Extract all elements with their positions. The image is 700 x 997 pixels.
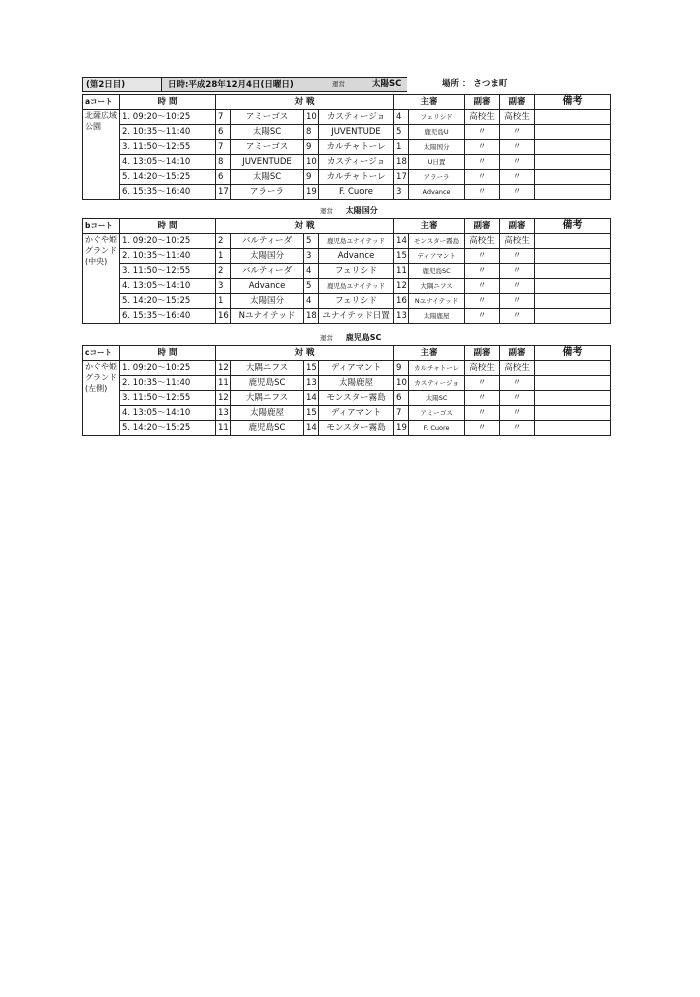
team1-name: アミーゴス	[231, 140, 304, 155]
team1-name: 太陽国分	[231, 294, 304, 309]
assistant1: 〃	[465, 140, 500, 155]
match-time: 6. 15:35～16:40	[120, 309, 216, 324]
notes-cell	[535, 170, 611, 185]
table-row	[83, 406, 611, 421]
organizer-name: 太陽国分	[345, 206, 378, 215]
notes-cell	[535, 234, 611, 249]
team1-name: 太陽鹿屋	[231, 406, 304, 421]
assistant1: 〃	[465, 125, 500, 140]
notes-cell	[535, 279, 611, 294]
assistant1: 〃	[465, 170, 500, 185]
notes-cell	[535, 391, 611, 406]
team1-name: アラーラ	[231, 185, 304, 200]
table-row	[83, 294, 611, 309]
referee-number: 4	[394, 110, 409, 125]
referee-team: ディアマント	[409, 249, 465, 264]
team1-name: Nユナイテッド	[231, 309, 304, 324]
match-header: 対 戦	[216, 346, 394, 361]
match-time: 3. 11:50～12:55	[120, 140, 216, 155]
organizer-name: 太陽SC	[372, 79, 402, 89]
header-row	[83, 95, 611, 110]
referee-team: 大隅ニフス	[409, 279, 465, 294]
notes-cell	[535, 406, 611, 421]
referee-number: 13	[394, 309, 409, 324]
notes-cell	[535, 140, 611, 155]
notes-cell	[535, 294, 611, 309]
assistant2: 〃	[500, 279, 535, 294]
assistant2: 〃	[500, 406, 535, 421]
team2-number: 5	[304, 279, 319, 294]
team2-number: 18	[304, 309, 319, 324]
court-a-table	[82, 94, 611, 200]
team1-name: 鹿児島SC	[231, 421, 304, 436]
assistant2: 〃	[500, 140, 535, 155]
assistant1: 〃	[465, 279, 500, 294]
referee-team: F. Cuore	[409, 421, 465, 436]
court-c-table	[82, 345, 611, 436]
team2-number: 4	[304, 264, 319, 279]
referee-number: 19	[394, 421, 409, 436]
assistant1: 高校生	[465, 234, 500, 249]
referee-number: 10	[394, 376, 409, 391]
team2-name: F. Cuore	[319, 185, 394, 200]
time-header: 時 間	[120, 346, 216, 361]
court-c-organizer	[320, 332, 381, 344]
table-row	[83, 140, 611, 155]
team1-number: 1	[216, 249, 231, 264]
referee-number: 5	[394, 125, 409, 140]
team1-number: 2	[216, 264, 231, 279]
team2-number: 15	[304, 406, 319, 421]
referee-number: 1	[394, 140, 409, 155]
header-row	[83, 219, 611, 234]
team2-name: モンスター霧島	[319, 421, 394, 436]
assistant1: 〃	[465, 294, 500, 309]
team2-name: 太陽鹿屋	[319, 376, 394, 391]
team1-name: バルティーダ	[231, 264, 304, 279]
court-place: 北薩広域公園	[83, 110, 120, 200]
team1-name: アミーゴス	[231, 110, 304, 125]
court-b-organizer	[320, 205, 378, 217]
referee-header: 主審	[394, 219, 465, 234]
match-time: 6. 15:35～16:40	[120, 185, 216, 200]
referee-team: 太陽国分	[409, 140, 465, 155]
assistant2: 〃	[500, 421, 535, 436]
assistant2-header: 副審	[500, 346, 535, 361]
assistant2: 〃	[500, 170, 535, 185]
match-time: 3. 11:50～12:55	[120, 264, 216, 279]
team2-number: 5	[304, 234, 319, 249]
referee-number: 6	[394, 391, 409, 406]
assistant2: 高校生	[500, 361, 535, 376]
team1-name: Advance	[231, 279, 304, 294]
day-label: (第2日目)	[82, 77, 162, 92]
table-row	[83, 391, 611, 406]
notes-cell	[535, 309, 611, 324]
assistant2: 高校生	[500, 110, 535, 125]
team1-number: 3	[216, 279, 231, 294]
match-time: 5. 14:20～15:25	[120, 170, 216, 185]
team2-number: 10	[304, 110, 319, 125]
table-row	[83, 155, 611, 170]
team1-name: 大隅ニフス	[231, 361, 304, 376]
referee-team: フェリシド	[409, 110, 465, 125]
notes-cell	[535, 110, 611, 125]
team2-number: 9	[304, 140, 319, 155]
notes-cell	[535, 249, 611, 264]
team2-number: 10	[304, 155, 319, 170]
referee-number: 15	[394, 249, 409, 264]
referee-team: モンスター霧島	[409, 234, 465, 249]
notes-header: 備考	[535, 219, 611, 234]
team1-number: 17	[216, 185, 231, 200]
referee-number: 12	[394, 279, 409, 294]
table-row	[83, 309, 611, 324]
court-place: かぐや姫グランド (左側)	[83, 361, 120, 436]
assistant2-header: 副審	[500, 219, 535, 234]
team2-name: ユナイテッド日置	[319, 309, 394, 324]
assistant1-header: 副審	[465, 95, 500, 110]
team2-name: フェリシド	[319, 294, 394, 309]
assistant1-header: 副審	[465, 219, 500, 234]
team2-name: Advance	[319, 249, 394, 264]
team1-name: 鹿児島SC	[231, 376, 304, 391]
referee-number: 3	[394, 185, 409, 200]
referee-team: カスティージョ	[409, 376, 465, 391]
schedule-header	[82, 77, 610, 94]
court-label: cコート	[83, 346, 120, 361]
organizer-label: 運営	[332, 80, 345, 88]
notes-cell	[535, 155, 611, 170]
referee-team: Nユナイテッド	[409, 294, 465, 309]
team1-name: バルティーダ	[231, 234, 304, 249]
table-row	[83, 361, 611, 376]
team2-number: 13	[304, 376, 319, 391]
match-time: 4. 13:05～14:10	[120, 406, 216, 421]
table-row	[83, 170, 611, 185]
team1-name: 太陽SC	[231, 170, 304, 185]
team1-name: 大隅ニフス	[231, 391, 304, 406]
court-b-table	[82, 218, 611, 324]
team2-number: 9	[304, 170, 319, 185]
referee-team: Advance	[409, 185, 465, 200]
team1-number: 11	[216, 421, 231, 436]
assistant1: 〃	[465, 421, 500, 436]
match-time: 1. 09:20～10:25	[120, 110, 216, 125]
table-row	[83, 421, 611, 436]
notes-cell	[535, 421, 611, 436]
notes-cell	[535, 376, 611, 391]
team1-number: 13	[216, 406, 231, 421]
table-row	[83, 234, 611, 249]
referee-team: 鹿児島SC	[409, 264, 465, 279]
match-time: 4. 13:05～14:10	[120, 155, 216, 170]
court-label: bコート	[83, 219, 120, 234]
team2-name: ディアマント	[319, 406, 394, 421]
match-time: 4. 13:05～14:10	[120, 279, 216, 294]
match-time: 1. 09:20～10:25	[120, 234, 216, 249]
team1-number: 6	[216, 125, 231, 140]
team2-number: 14	[304, 421, 319, 436]
referee-team: U日置	[409, 155, 465, 170]
team1-number: 12	[216, 391, 231, 406]
assistant2: 〃	[500, 391, 535, 406]
referee-header: 主審	[394, 346, 465, 361]
date-label: 日時:平成28年12月4日(日曜日)	[162, 77, 407, 92]
assistant1: 〃	[465, 376, 500, 391]
assistant2: 〃	[500, 376, 535, 391]
team2-name: カスティージョ	[319, 155, 394, 170]
team1-number: 7	[216, 110, 231, 125]
assistant1: 〃	[465, 309, 500, 324]
time-header: 時 間	[120, 219, 216, 234]
match-time: 5. 14:20～15:25	[120, 421, 216, 436]
table-row	[83, 264, 611, 279]
organizer-name: 鹿児島SC	[345, 333, 382, 342]
team2-name: 鹿児島ユナイテッド	[319, 279, 394, 294]
organizer-label: 運営	[320, 334, 333, 342]
notes-cell	[535, 185, 611, 200]
match-time: 1. 09:20～10:25	[120, 361, 216, 376]
referee-header: 主審	[394, 95, 465, 110]
referee-number: 9	[394, 361, 409, 376]
match-time: 5. 14:20～15:25	[120, 294, 216, 309]
notes-header: 備考	[535, 346, 611, 361]
referee-number: 11	[394, 264, 409, 279]
assistant2: 〃	[500, 125, 535, 140]
match-header: 対 戦	[216, 95, 394, 110]
referee-number: 18	[394, 155, 409, 170]
assistant1: 〃	[465, 264, 500, 279]
match-time: 2. 10:35～11:40	[120, 249, 216, 264]
team1-name: 太陽国分	[231, 249, 304, 264]
match-header: 対 戦	[216, 219, 394, 234]
team2-name: カスティージョ	[319, 110, 394, 125]
assistant2: 〃	[500, 294, 535, 309]
assistant1-header: 副審	[465, 346, 500, 361]
assistant1: 〃	[465, 406, 500, 421]
team1-number: 7	[216, 140, 231, 155]
referee-number: 16	[394, 294, 409, 309]
referee-team: 太陽鹿屋	[409, 309, 465, 324]
time-header: 時 間	[120, 95, 216, 110]
table-row	[83, 110, 611, 125]
court-label: aコート	[83, 95, 120, 110]
team1-name: 太陽SC	[231, 125, 304, 140]
table-row	[83, 249, 611, 264]
assistant1: 〃	[465, 391, 500, 406]
team2-name: モンスター霧島	[319, 391, 394, 406]
match-time: 3. 11:50～12:55	[120, 391, 216, 406]
referee-team: カルチャトーレ	[409, 361, 465, 376]
notes-cell	[535, 361, 611, 376]
referee-number: 14	[394, 234, 409, 249]
table-row	[83, 125, 611, 140]
assistant2: 〃	[500, 155, 535, 170]
team2-number: 19	[304, 185, 319, 200]
assistant2: 〃	[500, 309, 535, 324]
assistant1: 〃	[465, 185, 500, 200]
referee-team: 太陽SC	[409, 391, 465, 406]
header-row	[83, 346, 611, 361]
organizer-label: 運営	[320, 207, 333, 215]
team2-name: ディアマント	[319, 361, 394, 376]
team2-name: JUVENTUDE	[319, 125, 394, 140]
referee-team: アミーゴス	[409, 406, 465, 421]
match-time: 2. 10:35～11:40	[120, 125, 216, 140]
assistant2-header: 副審	[500, 95, 535, 110]
team1-number: 11	[216, 376, 231, 391]
assistant1: 高校生	[465, 110, 500, 125]
team2-name: カルチャトーレ	[319, 140, 394, 155]
table-row	[83, 279, 611, 294]
team2-name: 鹿児島ユナイテッド	[319, 234, 394, 249]
assistant1: 〃	[465, 249, 500, 264]
team2-name: フェリシド	[319, 264, 394, 279]
referee-team: アラーラ	[409, 170, 465, 185]
assistant1: 〃	[465, 155, 500, 170]
assistant2: 〃	[500, 264, 535, 279]
notes-header: 備考	[535, 95, 611, 110]
team1-number: 6	[216, 170, 231, 185]
assistant2: 〃	[500, 249, 535, 264]
referee-team: 鹿児島U	[409, 125, 465, 140]
assistant2: 〃	[500, 185, 535, 200]
notes-cell	[535, 264, 611, 279]
team1-number: 2	[216, 234, 231, 249]
team1-number: 1	[216, 294, 231, 309]
referee-number: 17	[394, 170, 409, 185]
team2-number: 8	[304, 125, 319, 140]
assistant1: 高校生	[465, 361, 500, 376]
notes-cell	[535, 125, 611, 140]
team2-number: 4	[304, 294, 319, 309]
team2-number: 3	[304, 249, 319, 264]
team1-number: 12	[216, 361, 231, 376]
table-row	[83, 185, 611, 200]
table-row	[83, 376, 611, 391]
team2-number: 14	[304, 391, 319, 406]
assistant2: 高校生	[500, 234, 535, 249]
match-time: 2. 10:35～11:40	[120, 376, 216, 391]
team1-number: 8	[216, 155, 231, 170]
court-place: かぐや姫グランド (中央)	[83, 234, 120, 324]
team1-name: JUVENTUDE	[231, 155, 304, 170]
team2-number: 15	[304, 361, 319, 376]
team1-number: 16	[216, 309, 231, 324]
team2-name: カルチャトーレ	[319, 170, 394, 185]
venue-label: 場所 ： さつま町	[442, 79, 508, 89]
referee-number: 7	[394, 406, 409, 421]
